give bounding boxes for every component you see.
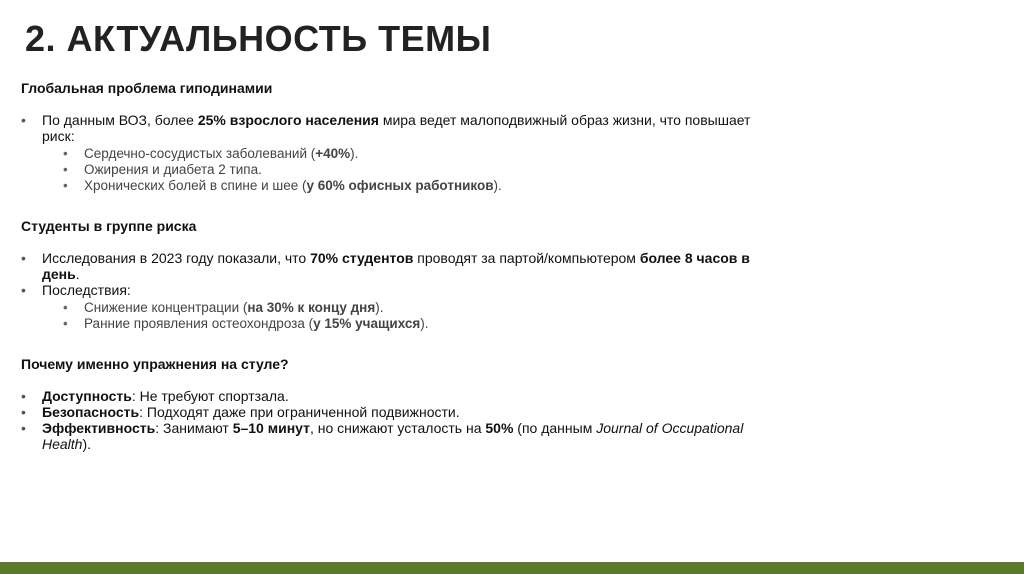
sub-list-item: • Ожирения и диабета 2 типа. xyxy=(63,162,781,178)
slide-content xyxy=(21,80,781,476)
slide-title: 2. АКТУАЛЬНОСТЬ ТЕМЫ xyxy=(25,18,492,59)
sub-list-item: • Ранние проявления остеохондроза (у 15% учащихся). xyxy=(63,316,781,332)
bullet-list xyxy=(21,388,781,452)
sub-list-item: • Сердечно-сосудистых заболеваний (+40%). xyxy=(63,146,781,162)
sub-list-item: • Снижение концентрации (на 30% к концу дня). xyxy=(63,300,781,316)
list-item: • Последствия: • Снижение концентрации (на 30% к концу дня). • Ранние проявления остеохондроза (у 15% учащихся). xyxy=(21,282,781,332)
list-item: • Безопасность: Подходят даже при ограниченной подвижности. xyxy=(21,404,781,420)
sub-list xyxy=(42,146,781,194)
bullet-list xyxy=(21,250,781,332)
section-heading: Студенты в группе риска xyxy=(21,218,197,234)
sub-list-item: • Хронических болей в спине и шее (у 60% офисных работников). xyxy=(63,178,781,194)
section-global-problem xyxy=(21,80,781,194)
list-item: • Доступность: Не требуют спортзала. xyxy=(21,388,781,404)
section-why-chair-exercises xyxy=(21,356,781,452)
section-students-risk xyxy=(21,218,781,332)
section-heading: Почему именно упражнения на стуле? xyxy=(21,356,289,372)
bullet-list xyxy=(21,112,781,194)
footer-accent-bar xyxy=(0,562,1024,574)
list-item: • Исследования в 2023 году показали, что 70% студентов проводят за партой/компьютером более 8 часов в день. xyxy=(21,250,781,282)
list-item: • По данным ВОЗ, более 25% взрослого населения мира ведет малоподвижный образ жизни, что повышает риск: • Сердечно-сосудистых заболеваний (+40%). • Ожирения и диабета 2 типа. • Хронических болей в спине и шее (у 60% офисных работников). xyxy=(21,112,781,194)
sub-list xyxy=(42,300,781,332)
section-heading: Глобальная проблема гиподинамии xyxy=(21,80,273,96)
list-item: • Эффективность: Занимают 5–10 минут, но снижают усталость на 50% (по данным Journal of Occupational Health). xyxy=(21,420,781,452)
